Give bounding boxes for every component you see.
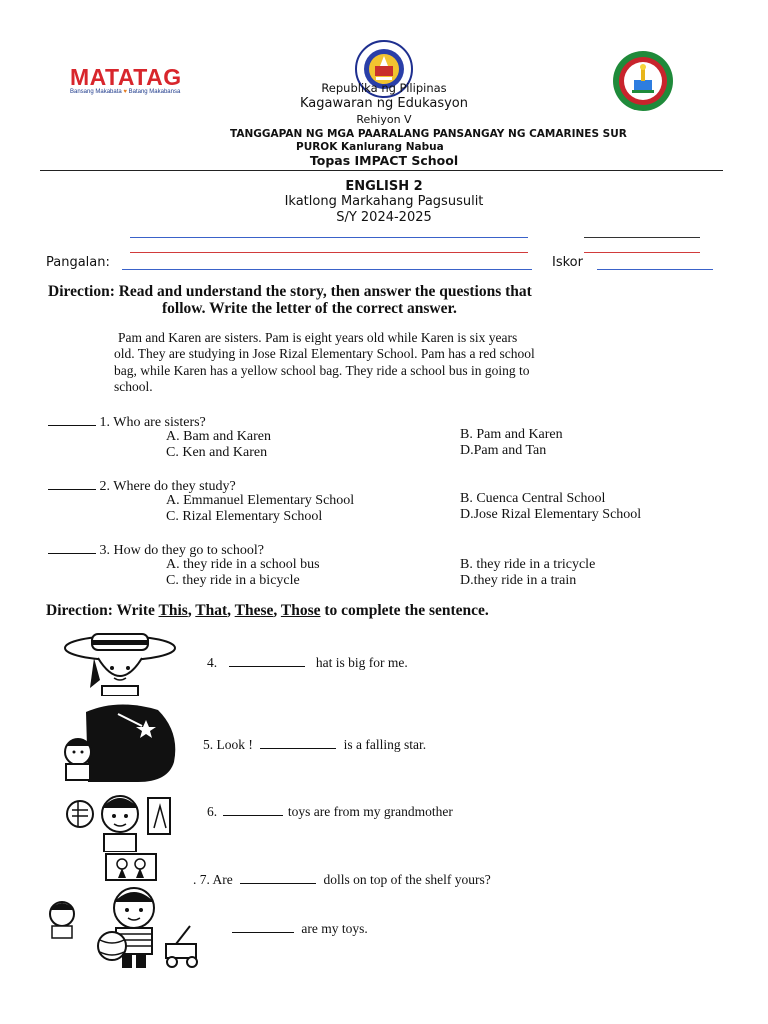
direction-2-prefix: Direction: Write bbox=[46, 602, 159, 619]
separator: , bbox=[187, 602, 196, 619]
direction-2-suffix: to complete the sentence. bbox=[324, 602, 489, 619]
score-label: Iskor bbox=[552, 255, 583, 270]
tagline-left: Bansang Makabata bbox=[70, 89, 122, 95]
q1-option-c: C. Ken and Karen bbox=[166, 445, 268, 460]
separator: , bbox=[273, 602, 281, 619]
q3-option-a: A. they ride in a school bus bbox=[166, 557, 320, 572]
fill-item-6-number: 6. bbox=[207, 804, 218, 819]
blank-line bbox=[130, 252, 528, 253]
story-line: old. They are studying in Jose Rizal Elementary School. Pam has a red school bbox=[114, 346, 535, 361]
school-name: Topas IMPACT School bbox=[309, 153, 459, 168]
blank-line bbox=[584, 252, 700, 253]
q2-option-c: C. Rizal Elementary School bbox=[166, 509, 323, 524]
department-name: Kagawaran ng Edukasyon bbox=[299, 96, 469, 111]
story-line: Pam and Karen are sisters. Pam is eight years old while Karen is six years bbox=[118, 330, 518, 345]
boy-with-ball-and-truck-icon bbox=[44, 884, 206, 970]
q2-option-b: B. Cuenca Central School bbox=[460, 491, 606, 506]
district-name: PUROK Kanlurang Nabua bbox=[296, 141, 444, 153]
blank-line bbox=[130, 237, 528, 238]
q3-option-b: B. they ride in a tricycle bbox=[460, 557, 596, 572]
falling-star-icon bbox=[58, 702, 180, 782]
direction-1-line-1: Direction: Read and understand the story, then answer the questions that bbox=[48, 283, 532, 300]
q3-option-d: D.they ride in a train bbox=[460, 573, 577, 588]
q2-option-d: D.Jose Rizal Elementary School bbox=[460, 507, 642, 522]
fill-item-4-text: hat is big for me. bbox=[315, 655, 408, 670]
separator: , bbox=[227, 602, 235, 619]
direction-1-line-2: follow. Write the letter of the correct answer. bbox=[162, 300, 457, 317]
fill-item-7-number: . 7. Are bbox=[193, 872, 233, 887]
direction-2 bbox=[46, 602, 489, 620]
fill-item-5-number: 5. Look ! bbox=[203, 737, 253, 752]
matatag-logo-word: MATATAG bbox=[70, 64, 182, 90]
answer-blank-2[interactable] bbox=[48, 477, 96, 490]
fill-item-5 bbox=[203, 736, 426, 753]
school-year: S/Y 2024-2025 bbox=[336, 210, 432, 225]
boy-with-toys-icon bbox=[64, 788, 176, 852]
fill-blank-7[interactable] bbox=[240, 871, 316, 884]
tagline-right: Batang Makabansa bbox=[128, 89, 181, 95]
q3-option-c: C. they ride in a bicycle bbox=[166, 573, 300, 588]
q1-option-a: A. Bam and Karen bbox=[166, 429, 271, 444]
division-office: TANGGAPAN NG MGA PAARALANG PANSANGAY NG CAMARINES SUR bbox=[230, 128, 627, 140]
fill-blank-4[interactable] bbox=[229, 654, 305, 667]
fill-item-6-text: toys are from my grandmother bbox=[287, 804, 453, 819]
blank-line bbox=[584, 237, 700, 238]
dolls-on-shelf-icon bbox=[104, 852, 158, 882]
answer-blank-3[interactable] bbox=[48, 541, 96, 554]
header-divider bbox=[40, 170, 723, 171]
question-2-text: 2. Where do they study? bbox=[99, 479, 236, 494]
fill-item-4 bbox=[207, 654, 408, 671]
fill-blank-6[interactable] bbox=[223, 803, 283, 816]
heart-icon: ♥ bbox=[123, 89, 127, 95]
fill-item-8-text: are my toys. bbox=[301, 921, 368, 936]
fill-item-4-number: 4. bbox=[207, 655, 218, 670]
exam-subject: ENGLISH 2 bbox=[345, 179, 423, 194]
q2-option-a: A. Emmanuel Elementary School bbox=[166, 493, 355, 508]
word-those: Those bbox=[280, 602, 321, 619]
word-this: This bbox=[158, 602, 188, 619]
exam-title: Ikatlong Markahang Pagsusulit bbox=[284, 194, 484, 209]
fill-blank-8[interactable] bbox=[232, 920, 294, 933]
question-1-text: 1. Who are sisters? bbox=[99, 415, 206, 430]
name-label: Pangalan: bbox=[46, 255, 110, 270]
question-3-text: 3. How do they go to school? bbox=[99, 543, 264, 558]
region-name: Rehiyon V bbox=[356, 113, 412, 126]
answer-blank-1[interactable] bbox=[48, 413, 96, 426]
q1-option-d: D.Pam and Tan bbox=[460, 443, 547, 458]
fill-item-5-text: is a falling star. bbox=[343, 737, 427, 752]
story-line: school. bbox=[114, 379, 153, 394]
story-line: bag, while Karen has a yellow school bag. They ride a school bus in going to bbox=[114, 363, 530, 378]
fill-item-7-text: dolls on top of the shelf yours? bbox=[323, 872, 491, 887]
score-input-line[interactable] bbox=[597, 269, 713, 270]
fill-blank-5[interactable] bbox=[260, 736, 336, 749]
fill-item-8 bbox=[232, 920, 368, 937]
q1-option-b: B. Pam and Karen bbox=[460, 427, 563, 442]
boy-with-hat-icon bbox=[60, 628, 180, 696]
fill-item-7 bbox=[193, 871, 491, 888]
word-these: These bbox=[234, 602, 274, 619]
fill-item-6 bbox=[207, 803, 453, 820]
word-that: That bbox=[195, 602, 228, 619]
country-name: Republika ng Pilipinas bbox=[321, 81, 447, 95]
name-input-line[interactable] bbox=[122, 269, 532, 270]
